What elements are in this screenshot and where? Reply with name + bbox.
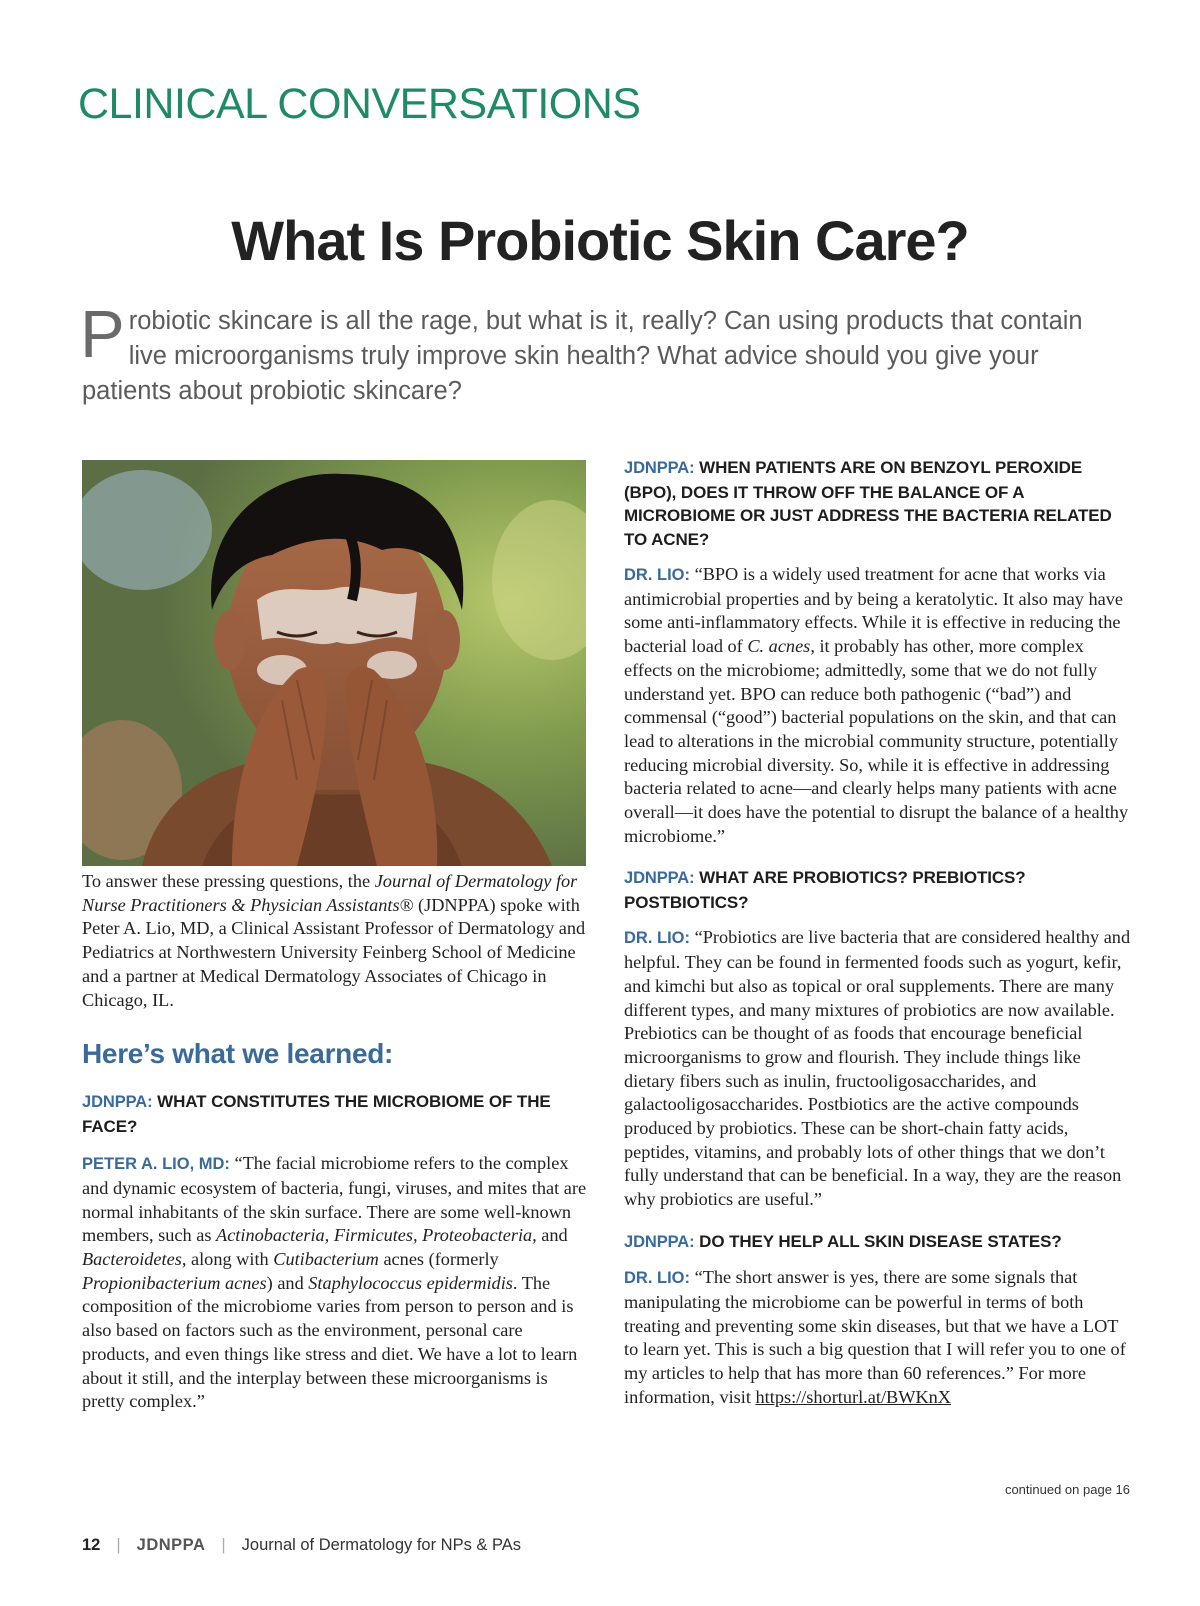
- question-1: [82, 1090, 590, 1138]
- footer-journal: Journal of Dermatology for NPs & PAs: [241, 1536, 522, 1554]
- answer-italic: Actinobacteria, Firmicutes, Proteobacteria,: [216, 1225, 537, 1246]
- question-text: WHAT CONSTITUTES THE MICROBIOME OF THE FACE?: [82, 1092, 551, 1136]
- answer-label: DR. LIO:: [624, 566, 690, 584]
- answer-text: “The short answer is yes, there are some signals that manipulating the microbiome can be powerful in terms of both treating and preventing some skin diseases, but that we have a LOT to learn yet. This is such a big question that I will refer you to one of my articles to help that has more than 60 references.” For more information, visit: [624, 1267, 1126, 1407]
- answer-text: “Probiotics are live bacteria that are considered healthy and helpful. They can be found in fermented foods such as yogurt, kefir, and kimchi but also as topical or oral supplements. There are many different types, and many mixtures of probiotics are now available. Prebiotics can be thought of as foods that encourage beneficial microorganisms to grow and flourish. They include things like dietary fibers such as inulin, fructooligosaccharides, and galactooligosaccharides. Postbiotics are the active compounds produced by probiotics. These can be short-chain fatty acids, peptides, vitamins, and probably lots of other things that we don’t fully understand that can be beneficial. In a way, they are the reason why probiotics are useful.”: [624, 927, 1131, 1210]
- footer-divider: |: [221, 1536, 226, 1554]
- footer-abbr: JDNPPA: [136, 1536, 206, 1554]
- question-label: JDNPPA:: [624, 459, 695, 477]
- question-text: DO THEY HELP ALL SKIN DISEASE STATES?: [699, 1231, 1062, 1251]
- answer-italic: Cutibacterium: [273, 1249, 379, 1270]
- question-label: JDNPPA:: [624, 869, 695, 888]
- page-footer: [82, 1536, 521, 1555]
- section-label: CLINICAL CONVERSATIONS: [78, 80, 641, 128]
- answer-text: ) and: [266, 1272, 309, 1293]
- answer-label: PETER A. LIO, MD:: [82, 1155, 230, 1174]
- question-label: JDNPPA:: [624, 1232, 695, 1251]
- answer-text: “The facial microbiome refers to the complex and dynamic ecosystem of bacteria, fungi, viruses, and mites that are normal inhabitants of the skin surface. There are some well-known members, such as: [82, 1153, 587, 1246]
- intro-paragraph: [80, 297, 1092, 409]
- answer-italic: Staphylococcus epidermidis: [308, 1272, 513, 1293]
- question-4: [624, 1230, 1132, 1255]
- lead-text-2: (JDNPPA) spoke with Peter A. Lio, MD, a Clinical Assistant Professor of Dermatology and Pediatrics at Northwestern University Feinberg School of Medicine and a partner at Medical Dermatology Associates of Chicago in Chicago, IL.: [82, 894, 586, 1010]
- left-column: [82, 870, 590, 1414]
- answer-italic: Propionibacterium acnes: [82, 1272, 267, 1293]
- question-3: [624, 866, 1132, 914]
- answer-1: [82, 1152, 590, 1414]
- intro-text: robiotic skincare is all the rage, but what is it, really? Can using products that contain live microorganisms truly improve skin health? What advice should you give your patients about probiotic skincare?: [82, 307, 1083, 405]
- right-column: [624, 456, 1132, 1410]
- answer-text: and: [536, 1225, 568, 1246]
- question-label: JDNPPA:: [82, 1093, 153, 1112]
- answer-4: [624, 1266, 1132, 1409]
- page-number: 12: [82, 1536, 101, 1554]
- answer-text: “BPO is a widely used treatment for acne that works via antimicrobial properties and by being a keratolytic. It also may have some anti-inflammatory effects. While it is effective in reducing the bacterial load of: [624, 564, 1124, 657]
- answer-italic: C. acnes: [747, 636, 811, 657]
- lead-text-1: To answer these pressing questions, the: [82, 871, 375, 891]
- question-text: WHAT ARE PROBIOTICS? PREBIOTICS? POSTBIOTICS?: [624, 868, 1026, 912]
- answer-italic: Bacteroidetes: [82, 1249, 182, 1270]
- man-washing-face-photo: [82, 460, 586, 866]
- shorturl-link[interactable]: https://shorturl.at/BWKnX: [755, 1386, 952, 1407]
- question-2: [624, 456, 1132, 551]
- article-title: What Is Probiotic Skin Care?: [231, 209, 969, 272]
- drop-cap: P: [80, 297, 125, 372]
- answer-label: DR. LIO:: [624, 1269, 690, 1288]
- answer-label: DR. LIO:: [624, 929, 690, 948]
- answer-text: , along with: [181, 1249, 274, 1270]
- answer-3: [624, 926, 1132, 1211]
- journal-name: Journal of Dermatology for Nurse Practitioners & Physician Assistants®: [82, 871, 578, 915]
- question-text: WHEN PATIENTS ARE ON BENZOYL PEROXIDE (BPO), DOES IT THROW OFF THE BALANCE OF A MICROBIOME OR JUST ADDRESS THE BACTERIA RELATED TO ACNE?: [624, 458, 1112, 549]
- footer-divider: |: [116, 1536, 121, 1554]
- answer-2: [624, 563, 1132, 848]
- lead-paragraph: [82, 870, 590, 1012]
- answer-text: acnes (formerly: [378, 1249, 499, 1270]
- learned-heading: Here’s what we learned:: [82, 1038, 394, 1070]
- answer-text: . The composition of the microbiome varies from person to person and is also based on factors such as the environment, personal care products, and even things like stress and diet. We have a lot to learn about it still, and the interplay between these microorganisms is pretty complex.”: [82, 1272, 578, 1412]
- continued-note: continued on page 16: [1004, 1482, 1130, 1497]
- answer-text: , it probably has other, more complex effects on the microbiome; admittedly, some that we do not fully understand yet. BPO can reduce both pathogenic (“bad”) and commensal (“good”) bacterial populations on the skin, and that can lead to alterations in the microbial community structure, potentially reducing microbial diversity. So, while it is effective in addressing bacteria related to acne—and clearly helps many patients with acne overall—it does have the potential to disrupt the balance of a healthy microbiome.”: [624, 636, 1129, 846]
